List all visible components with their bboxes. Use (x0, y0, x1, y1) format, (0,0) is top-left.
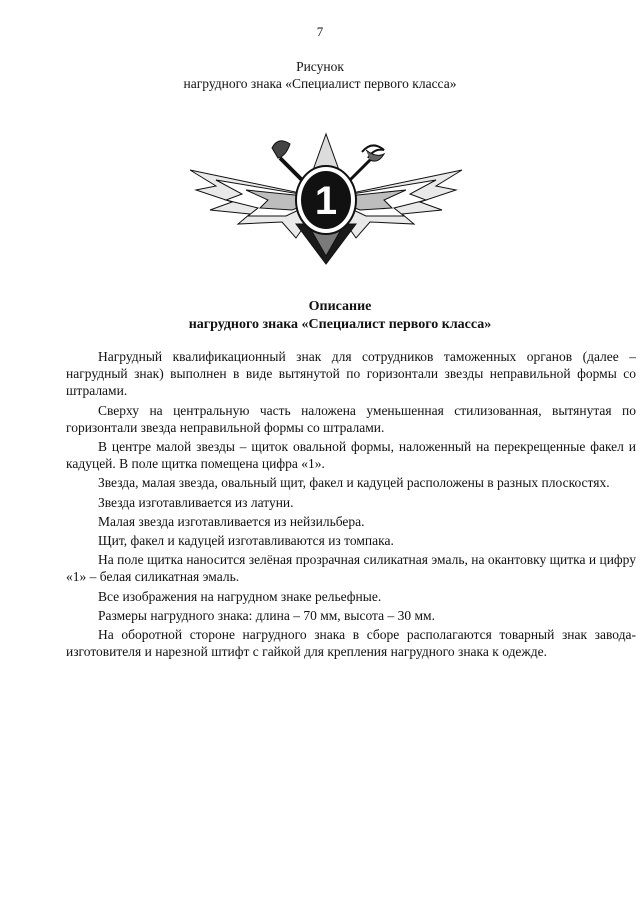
paragraph: В центре малой звезды – щиток овальной формы, наложенный на перекрещенные факел и кадуцей. В поле щитка помещена цифра «1». (66, 439, 636, 472)
page-number: 7 (316, 24, 324, 39)
figure-caption-line-1: Рисунок (296, 59, 344, 74)
figure-caption (0, 58, 640, 92)
figure-caption-line-2: нагрудного знака «Специалист первого класса» (183, 76, 457, 91)
paragraph: Сверху на центральную часть наложена уменьшенная стилизованная, вытянутая по горизонтали звезда неправильной формы со штралами. (66, 402, 636, 435)
paragraph: Малая звезда изготавливается из нейзильбера. (98, 513, 365, 529)
badge-numeral: 1 (314, 179, 338, 223)
paragraph: На оборотной стороне нагрудного знака в сборе располагаются товарный знак завода-изготовителя и нарезной штифт с гайкой для крепления нагрудного знака к одежде. (66, 627, 636, 660)
description-title-line-1: Описание (308, 299, 372, 314)
paragraph: Звезда изготавливается из латуни. (98, 494, 294, 510)
paragraph: Размеры нагрудного знака: длина – 70 мм, высота – 30 мм. (98, 607, 435, 623)
paragraph: Все изображения на нагрудном знаке рельефные. (98, 588, 382, 604)
description-body (66, 348, 636, 662)
description-title-line-2: нагрудного знака «Специалист первого класса» (188, 317, 492, 332)
paragraph: Нагрудный квалификационный знак для сотрудников таможенных органов (далее – нагрудный знак) выполнен в виде вытянутой по горизонтали звезды неправильной формы со штралами. (66, 349, 636, 399)
badge-illustration (186, 128, 466, 268)
paragraph: Звезда, малая звезда, овальный щит, факел и кадуцей расположены в разных плоскостях. (98, 475, 610, 491)
paragraph: На поле щитка наносится зелёная прозрачная силикатная эмаль, на окантовку щитка и цифру «1» – белая силикатная эмаль. (66, 552, 636, 585)
paragraph: Щит, факел и кадуцей изготавливаются из томпака. (98, 533, 394, 549)
oval-shield (296, 166, 356, 234)
description-title (0, 298, 640, 334)
